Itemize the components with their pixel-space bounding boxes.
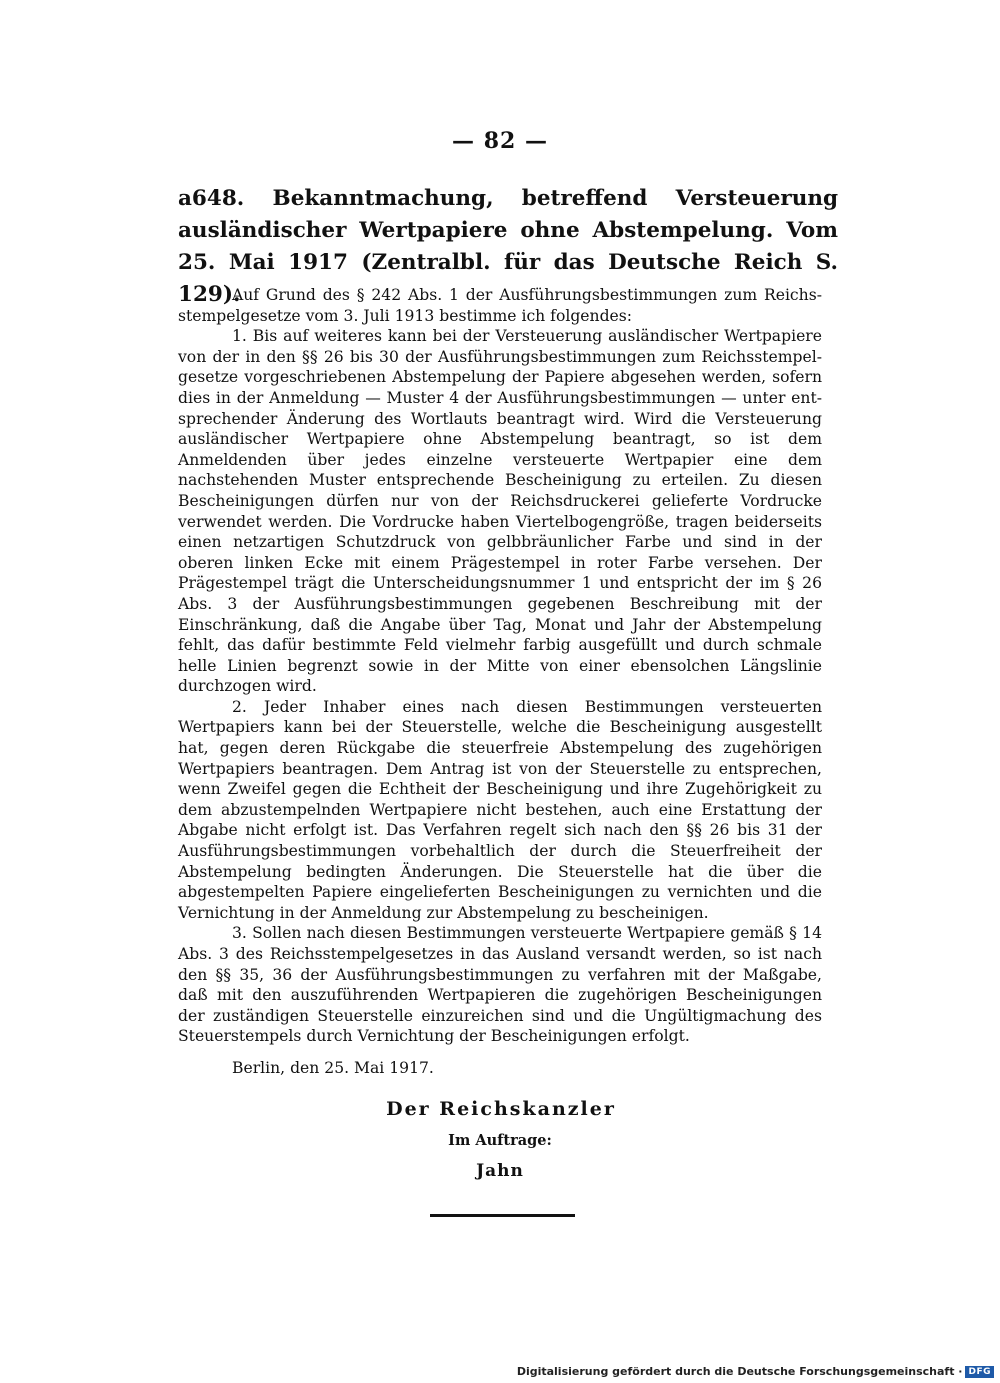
page-number: — 82 — <box>452 128 548 154</box>
paragraph-1: 1. Bis auf weiteres kann bei der Versteuerung ausländischer Wertpapiere von der in den §§ 26 bis 30 der Ausführungsbestimmungen zum Reichsstempelgesetze vorgeschriebenen Abstempelung der Papiere abgesehen werden, sofern dies in der Anmeldung — Muster 4 der Ausführungsbestimmungen — unter entsprechender Änderung des Wortlauts beantragt wird. Wird die Versteuerung ausländischer Wertpapiere ohne Abstempelung beantragt, so ist dem Anmeldenden über jedes einzelne versteuerte Wertpapier eine dem nachstehenden Muster entsprechende Bescheinigung zu erteilen. Zu diesen Bescheinigungen dürfen nur von der Reichsdruckerei gelieferte Vordrucke verwendet werden. Die Vordrucke haben Viertelbogengröße, tragen beiderseits einen netzartigen Schutzdruck von gelbbräunlicher Farbe und sind in der oberen linken Ecke mit einem Prägestempel in roter Farbe versehen. Der Prägestempel trägt die Unterscheidungsnummer 1 und entspricht der im § 26 Abs. 3 der Ausführungsbestimmungen gegebenen Beschreibung mit der Einschränkung, daß die Angabe über Tag, Monat und Jahr der Abstempelung fehlt, das dafür bestimmte Feld vielmehr farbig ausgefüllt und durch schmale helle Linien begrenzt sowie in der Mitte von einer ebensolchen Längslinie durchzogen wird. <box>178 327 822 696</box>
closing-rule <box>430 1214 575 1217</box>
paragraph-3: 3. Sollen nach diesen Bestimmungen versteuerte Wertpapiere gemäß § 14 Abs. 3 des Reichsstempelgesetzes in das Ausland versandt werden, so ist nach den §§ 35, 36 der Ausführungsbestimmungen zu verfahren mit der Maßgabe, daß mit den auszuführenden Wertpapieren die zugehörigen Bescheinigungen der zuständigen Steuerstelle einzureichen sind und die Ungültigmachung des Steuerstempels durch Vernichtung der Bescheinigungen erfolgt. <box>178 924 822 1046</box>
heading-number: a648. <box>178 186 245 211</box>
signature-authority: Der Reichskanzler <box>386 1098 616 1120</box>
signature-block <box>0 1098 1000 1181</box>
paragraph-intro: Auf Grund des § 242 Abs. 1 der Ausführungsbestimmungen zum Reichsstempelgesetze vom 3. Juli 1913 bestimme ich folgendes: <box>178 286 822 325</box>
paragraph-2: 2. Jeder Inhaber eines nach diesen Bestimmungen versteuerten Wertpapiers kann bei der Steuerstelle, welche die Bescheinigung ausgestellt hat, gegen deren Rückgabe die steuerfreie Abstempelung des zugehörigen Wertpapiers beantragen. Dem Antrag ist von der Steuerstelle zu entsprechen, wenn Zweifel gegen die Echtheit der Bescheinigung und ihre Zugehörigkeit zu dem abzustempelnden Wertpapiere nicht bestehen, auch eine Erstattung der Abgabe nicht erfolgt ist. Das Verfahren regelt sich nach den §§ 26 bis 31 der Ausführungsbestimmungen vorbehaltlich der durch die Steuerfreiheit der Abstempelung bedingten Änderungen. Die Steuerstelle hat die über die abgestempelten Papiere eingelieferten Bescheinigungen zu vernichten und die Vernichtung in der Anmeldung zur Abstempelung zu bescheinigen. <box>178 697 822 922</box>
document-body <box>178 285 822 1047</box>
signature-on-behalf: Im Auftrage: <box>448 1132 552 1149</box>
signature-name: Jahn <box>476 1161 524 1181</box>
footer-text: Digitalisierung gefördert durch die Deutsche Forschungsgemeinschaft · <box>516 1365 963 1378</box>
heading-title: Bekanntmachung, betreffend Versteuerung ausländischer Wertpapiere ohne Abstempelung. Vom 25. Mai 1917 (Zentralbl. für das Deutsche Reich S. 129). <box>178 186 838 307</box>
dfg-logo-icon: DFG <box>965 1366 994 1378</box>
place-date-line: Berlin, den 25. Mai 1917. <box>232 1059 434 1077</box>
footer-credit <box>517 1365 994 1378</box>
